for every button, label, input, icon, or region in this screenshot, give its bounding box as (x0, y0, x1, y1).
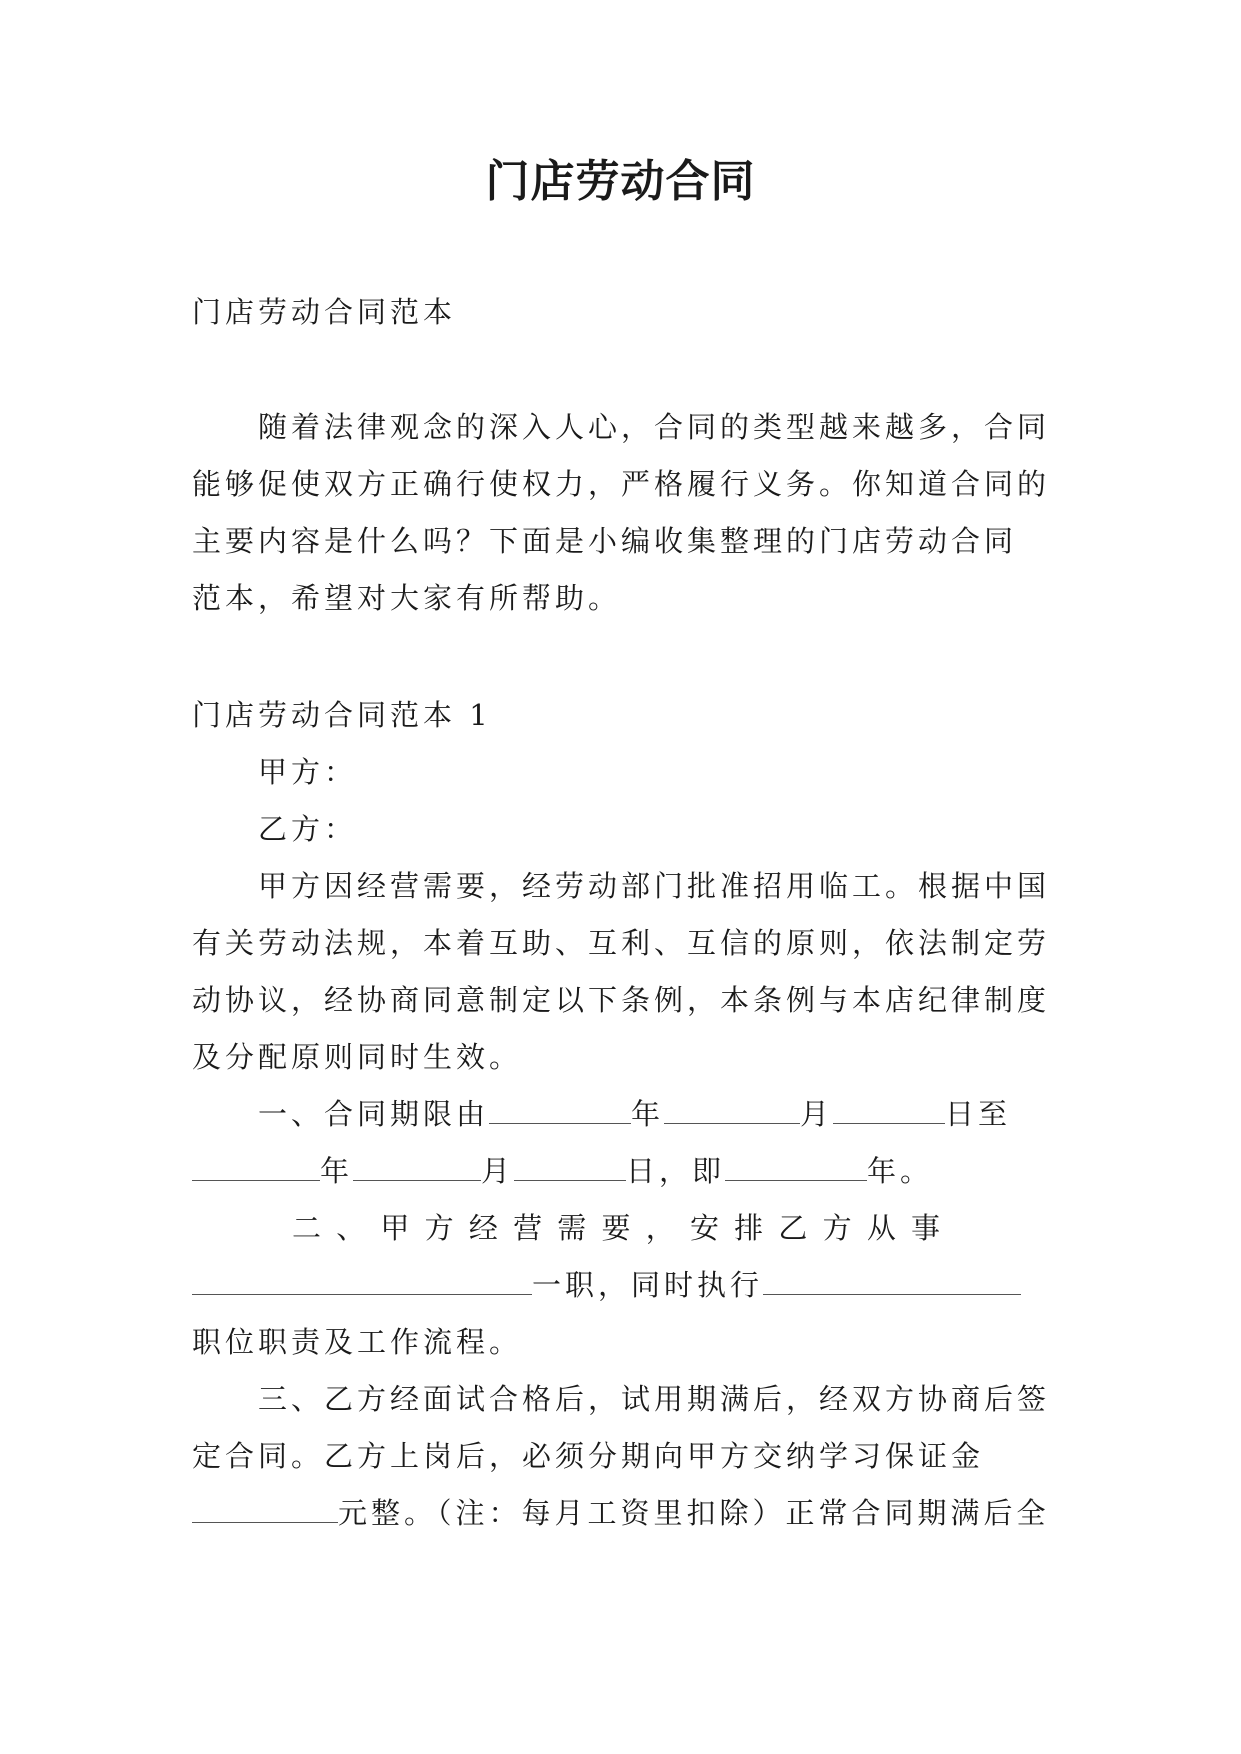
section-title: 门店劳动合同范本 1 (192, 698, 492, 732)
duties-blank (763, 1270, 1021, 1295)
party-b-label: 乙方： (258, 812, 358, 846)
clause-1-line-2 (192, 1151, 933, 1191)
start-year-blank (489, 1099, 631, 1124)
duration-blank (725, 1156, 867, 1181)
intro-line-4: 范本，希望对大家有所帮助。 (192, 581, 622, 615)
clause-3-line-2: 定合同。乙方上岗后，必须分期向甲方交纳学习保证金 (192, 1439, 985, 1473)
intro-line-3: 主要内容是什么吗？下面是小编收集整理的门店劳动合同 (192, 524, 1018, 558)
end-day-blank (514, 1156, 626, 1181)
clause-1-line-1 (258, 1094, 1011, 1134)
preamble-line-2: 有关劳动法规，本着互助、互利、互信的原则，依法制定劳 (192, 926, 1051, 960)
day-to-text: 日至 (945, 1097, 1012, 1131)
clause-3-deposit-text: 元整。（注：每月工资里扣除）正常合同期满后全 (338, 1496, 1050, 1530)
clause-2-job-text: 一职，同时执行 (532, 1268, 764, 1302)
preamble-line-4: 及分配原则同时生效。 (192, 1040, 523, 1074)
preamble-line-3: 动协议，经协商同意制定以下条例，本条例与本店纪律制度 (192, 983, 1051, 1017)
preamble-line-1: 甲方因经营需要，经劳动部门批准招用临工。根据中国 (258, 869, 1051, 903)
year-unit: 年 (631, 1097, 665, 1131)
start-month-blank (664, 1099, 800, 1124)
clause-2-line-1: 二 、 甲 方 经 营 需 要 ， 安 排 乙 方 从 事 (292, 1211, 944, 1245)
clause-2-line-2 (192, 1265, 1021, 1305)
start-day-blank (833, 1099, 945, 1124)
end-month-blank (353, 1156, 481, 1181)
end-year-blank (192, 1156, 320, 1181)
intro-line-1: 随着法律观念的深入人心，合同的类型越来越多，合同 (258, 410, 1051, 444)
subtitle: 门店劳动合同范本 (192, 295, 457, 329)
day-ie-text: 日，即 (626, 1154, 726, 1188)
deposit-amount-blank (192, 1498, 338, 1523)
intro-line-2: 能够促使双方正确行使权力，严格履行义务。你知道合同的 (192, 467, 1051, 501)
end-year-unit: 年 (320, 1154, 354, 1188)
clause-3-line-1: 三、乙方经面试合格后，试用期满后，经双方协商后签 (258, 1382, 1051, 1416)
job-title-blank (192, 1270, 532, 1295)
clause-1-start-text: 一、合同期限由 (258, 1097, 490, 1131)
document-title: 门店劳动合同 (485, 156, 756, 207)
clause-3-line-3 (192, 1493, 1050, 1533)
clause-2-line-3: 职位职责及工作流程。 (192, 1325, 523, 1359)
month-unit: 月 (800, 1097, 834, 1131)
party-a-label: 甲方： (258, 755, 358, 789)
duration-unit: 年。 (867, 1154, 934, 1188)
end-month-unit: 月 (481, 1154, 515, 1188)
